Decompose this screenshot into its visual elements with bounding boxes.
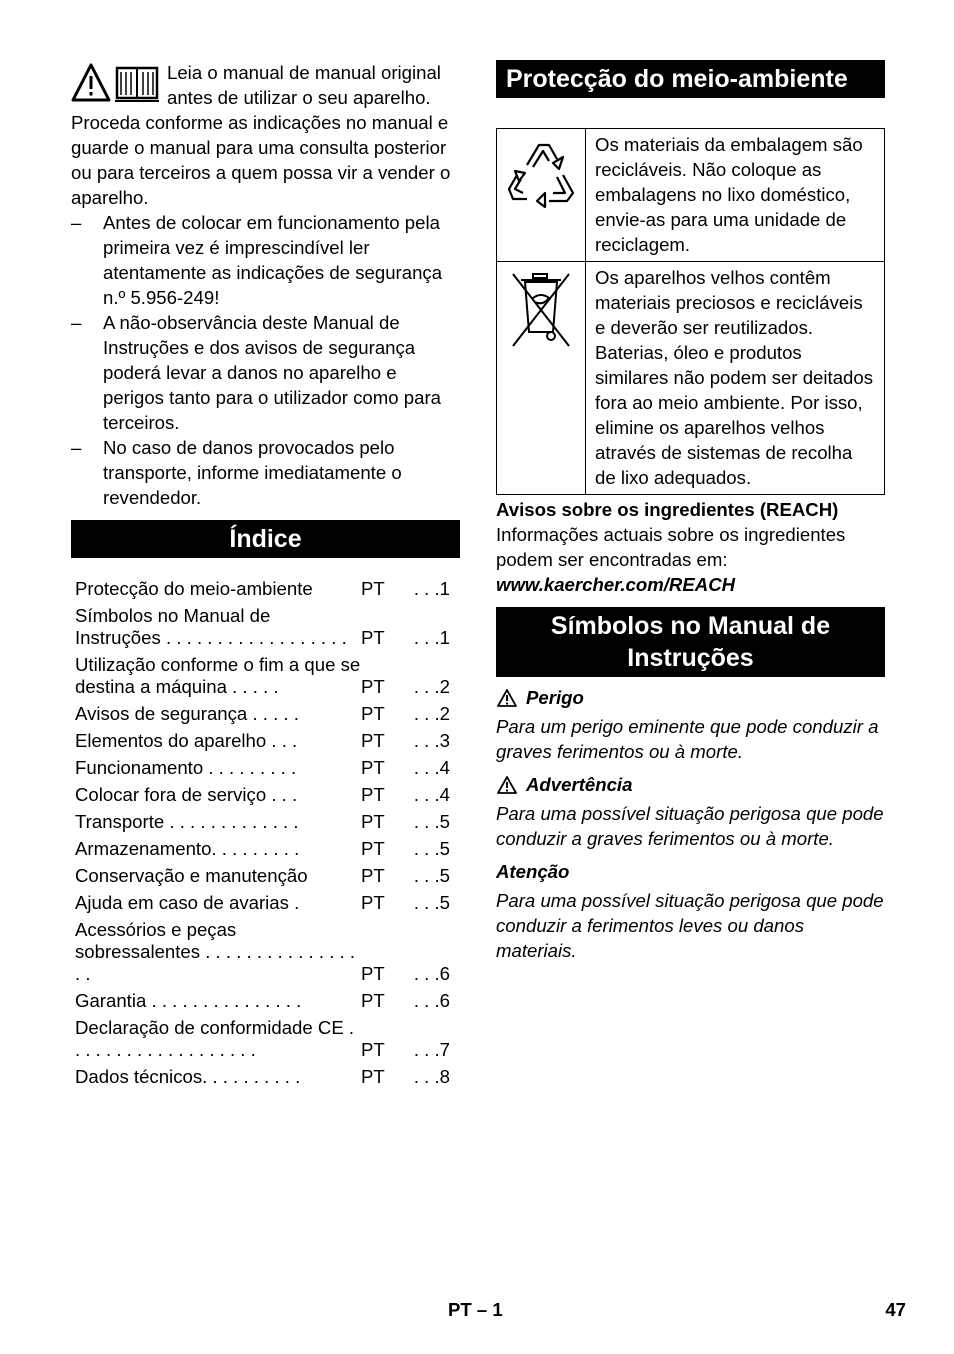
- toc-entry-title: Declaração de conformidade CE . . . . . . . . . . . . . . . . . . .: [75, 1017, 355, 1060]
- toc-entry-title: Garantia . . . . . . . . . . . . . . .: [75, 990, 302, 1011]
- toc-row: [71, 863, 460, 890]
- recycle-row: [497, 129, 885, 262]
- bullet-item: – Antes de colocar em funcionamento pela primeira vez é imprescindível ler atentamente as indicações de segurança n.º 5.956-249!: [71, 212, 443, 308]
- toc-row: [71, 917, 460, 988]
- toc-entry-page: . . .2: [413, 703, 450, 724]
- toc-row: [71, 1064, 460, 1091]
- symbol-text: Para um perigo eminente que pode conduzir a graves ferimentos ou à morte.: [496, 716, 879, 762]
- toc-entry-lang: PT: [361, 730, 385, 751]
- toc-entry-title: Elementos do aparelho . . .: [75, 730, 298, 751]
- reach-text: Informações actuais sobre os ingredientes podem ser encontradas em:: [496, 524, 846, 570]
- toc-entry-page: . . .3: [413, 730, 450, 751]
- toc-entry-page: . . .2: [413, 676, 450, 697]
- toc-table: [71, 576, 460, 1091]
- reach-link[interactable]: www.kaercher.com/REACH: [496, 574, 736, 595]
- toc-entry-title: Avisos de segurança . . . . .: [75, 703, 299, 724]
- toc-entry-title: Conservação e manutenção: [75, 865, 308, 886]
- toc-entry-title: Ajuda em caso de avarias .: [75, 892, 300, 913]
- warning-triangle-icon: [496, 775, 518, 795]
- toc-entry-page: . . .6: [413, 990, 450, 1011]
- toc-entry-lang: PT: [361, 963, 385, 984]
- toc-entry-title: Acessórios e peças sobressalentes . . . . . . . . . . . . . . . . .: [75, 919, 356, 984]
- toc-row: [71, 755, 460, 782]
- environment-heading: Protecção do meio-ambiente: [496, 60, 885, 98]
- symbol-perigo: [496, 685, 885, 764]
- warning-manual-icon: [71, 62, 159, 104]
- recycle-icon: [503, 137, 579, 209]
- crossed-bin-icon: [509, 270, 573, 350]
- toc-entry-lang: PT: [361, 990, 385, 1011]
- environment-table: [496, 128, 885, 495]
- recycle-text: Os materiais da embalagem são recicláveis. Não coloque as embalagens no lixo doméstico, envie-as para uma unidade de reciclagem.: [586, 129, 885, 262]
- toc-row: [71, 1015, 460, 1064]
- toc-entry-page: . . .4: [413, 757, 450, 778]
- toc-heading: Índice: [71, 520, 460, 558]
- toc-entry-page: . . .1: [413, 578, 450, 599]
- toc-entry-lang: PT: [361, 865, 385, 886]
- symbol-text: Para uma possível situação perigosa que pode conduzir a ferimentos leves ou danos materiais.: [496, 890, 884, 961]
- toc-entry-page: . . .5: [413, 892, 450, 913]
- toc-entry-page: . . .5: [413, 838, 450, 859]
- symbol-label: Advertência: [526, 774, 633, 795]
- intro-text: Leia o manual de manual original antes de utilizar o seu aparelho. Proceda conforme as indicações no manual e guarde o manual para uma consulta posterior ou para terceiros a quem possa vir a vender o aparelho.: [71, 62, 451, 208]
- toc-entry-page: . . .8: [413, 1066, 450, 1087]
- toc-row: [71, 728, 460, 755]
- weee-row: [497, 262, 885, 495]
- toc-entry-page: . . .4: [413, 784, 450, 805]
- toc-entry-title: Colocar fora de serviço . . .: [75, 784, 298, 805]
- footer-page-number: 47: [885, 1299, 906, 1320]
- toc-row: [71, 576, 460, 603]
- toc-entry-title: Dados técnicos. . . . . . . . . .: [75, 1066, 301, 1087]
- toc-entry-lang: PT: [361, 676, 385, 697]
- symbol-atencao: [496, 859, 885, 963]
- toc-row: [71, 701, 460, 728]
- toc-entry-title: Protecção do meio-ambiente: [75, 578, 313, 599]
- toc-entry-page: . . .6: [413, 963, 450, 984]
- symbol-label: Atenção: [496, 861, 570, 882]
- toc-row: [71, 836, 460, 863]
- symbol-advertencia: [496, 772, 885, 851]
- intro-bullets: [71, 210, 460, 510]
- toc-entry-lang: PT: [361, 784, 385, 805]
- reach-heading: Avisos sobre os ingredientes (REACH): [496, 499, 839, 520]
- bullet-item: – No caso de danos provocados pelo transporte, informe imediatamente o revendedor.: [71, 437, 402, 508]
- toc-entry-page: . . .1: [413, 627, 450, 648]
- toc-entry-lang: PT: [361, 1039, 385, 1060]
- toc-entry-lang: PT: [361, 627, 385, 648]
- toc-entry-lang: PT: [361, 838, 385, 859]
- bullet-item: – A não-observância deste Manual de Instruções e dos avisos de segurança poderá levar a danos no aparelho e perigos tanto para o utilizador como para terceiros.: [71, 312, 441, 433]
- symbol-label: Perigo: [526, 687, 584, 708]
- warning-triangle-icon: [496, 688, 518, 708]
- intro-section: [71, 60, 460, 510]
- symbol-text: Para uma possível situação perigosa que pode conduzir a graves ferimentos ou à morte.: [496, 803, 884, 849]
- toc-entry-title: Símbolos no Manual de Instruções . . . . . . . . . . . . . . . . . .: [75, 605, 347, 648]
- toc-entry-lang: PT: [361, 578, 385, 599]
- toc-entry-lang: PT: [361, 892, 385, 913]
- toc-entry-page: . . .5: [413, 811, 450, 832]
- toc-row: [71, 809, 460, 836]
- toc-row: [71, 652, 460, 701]
- toc-row: [71, 988, 460, 1015]
- toc-row: [71, 890, 460, 917]
- toc-entry-title: Funcionamento . . . . . . . . .: [75, 757, 297, 778]
- toc-entry-page: . . .5: [413, 865, 450, 886]
- toc-row: [71, 782, 460, 809]
- toc-entry-title: Armazenamento. . . . . . . . .: [75, 838, 300, 859]
- toc-entry-lang: PT: [361, 703, 385, 724]
- left-column: [71, 60, 460, 1091]
- toc-entry-page: . . .7: [413, 1039, 450, 1060]
- weee-text: Os aparelhos velhos contêm materiais preciosos e recicláveis e deverão ser reutilizados. Baterias, óleo e produtos similares não podem ser deitados fora ao meio ambiente. Por isso, elimine os aparelhos velhos através de sistemas de recolha de lixo adequados.: [586, 262, 885, 495]
- right-column: [496, 60, 885, 963]
- toc-entry-title: Utilização conforme o fim a que se destina a máquina . . . . .: [75, 654, 361, 697]
- toc-entry-lang: PT: [361, 1066, 385, 1087]
- footer-lang-page: PT – 1: [448, 1299, 503, 1320]
- toc-entry-lang: PT: [361, 757, 385, 778]
- symbols-heading: Símbolos no Manual de Instruções: [496, 607, 885, 677]
- toc-entry-title: Transporte . . . . . . . . . . . . .: [75, 811, 299, 832]
- toc-entry-lang: PT: [361, 811, 385, 832]
- toc-row: [71, 603, 460, 652]
